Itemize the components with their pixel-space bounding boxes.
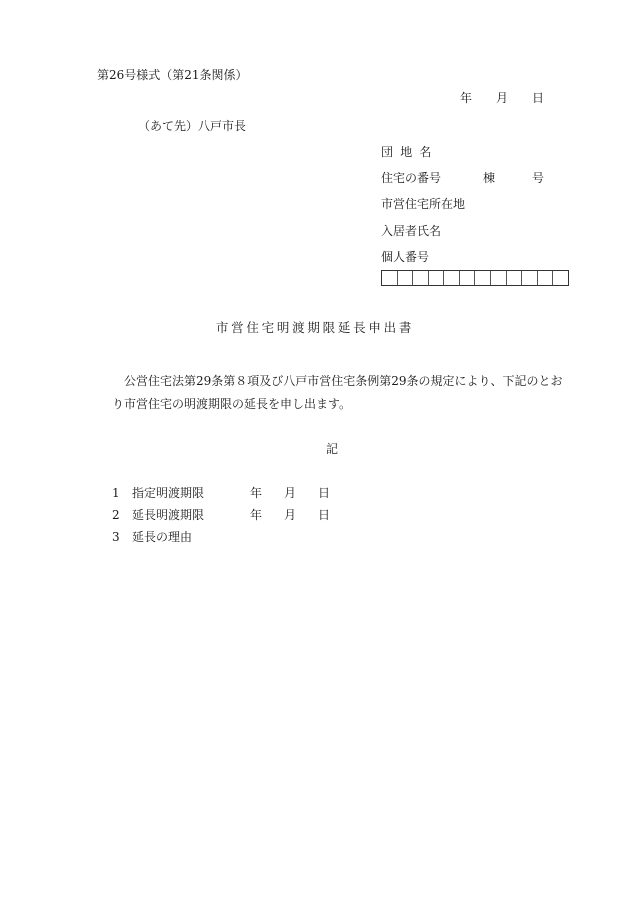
form-number: 第26号様式（第21条関係） bbox=[97, 68, 248, 82]
date-month: 月 bbox=[284, 508, 297, 522]
personal-number-boxes[interactable] bbox=[381, 270, 569, 286]
date-month: 月 bbox=[284, 486, 297, 500]
date-day: 日 bbox=[318, 508, 331, 522]
item-number: 3 bbox=[112, 530, 120, 544]
personal-number-digit-cell[interactable] bbox=[413, 271, 429, 285]
item-designated-deadline bbox=[112, 487, 204, 499]
date-year: 年 bbox=[250, 486, 263, 500]
addressee: （あて先）八戸市長 bbox=[138, 119, 247, 133]
submission-date bbox=[460, 92, 544, 104]
housing-number-label: 住宅の番号 bbox=[381, 171, 442, 185]
personal-number-digit-cell[interactable] bbox=[538, 271, 554, 285]
extended-deadline-date bbox=[250, 509, 330, 521]
document-title: 市営住宅明渡期限延長申出書 bbox=[215, 320, 415, 335]
date-year: 年 bbox=[460, 91, 473, 105]
personal-number-label: 個人番号 bbox=[381, 250, 430, 264]
date-day: 日 bbox=[532, 91, 545, 105]
resident-name-label: 入居者氏名 bbox=[381, 224, 442, 238]
unit-label: 号 bbox=[532, 171, 545, 185]
item-label: 延長明渡期限 bbox=[132, 508, 205, 522]
designated-deadline-date bbox=[250, 487, 330, 499]
personal-number-digit-cell[interactable] bbox=[444, 271, 460, 285]
item-number: 2 bbox=[112, 508, 120, 522]
item-label: 延長の理由 bbox=[132, 530, 193, 544]
personal-number-digit-cell[interactable] bbox=[491, 271, 507, 285]
personal-number-digit-cell[interactable] bbox=[522, 271, 538, 285]
personal-number-digit-cell[interactable] bbox=[460, 271, 476, 285]
personal-number-digit-cell[interactable] bbox=[507, 271, 523, 285]
housing-address-label: 市営住宅所在地 bbox=[381, 197, 466, 211]
item-label: 指定明渡期限 bbox=[132, 486, 205, 500]
personal-number-digit-cell[interactable] bbox=[475, 271, 491, 285]
ki-heading: 記 bbox=[326, 442, 339, 456]
personal-number-digit-cell[interactable] bbox=[398, 271, 414, 285]
date-month: 月 bbox=[496, 91, 509, 105]
item-extension-reason bbox=[112, 531, 192, 543]
personal-number-digit-cell[interactable] bbox=[553, 271, 568, 285]
item-number: 1 bbox=[112, 486, 120, 500]
body-paragraph: 公営住宅法第29条第８項及び八戸市営住宅条例第29条の規定により、下記のとおり市営住宅の明渡期限の延長を申し出ます。 bbox=[112, 374, 563, 411]
date-day: 日 bbox=[318, 486, 331, 500]
item-extended-deadline bbox=[112, 509, 204, 521]
building-label: 棟 bbox=[483, 171, 496, 185]
personal-number-digit-cell[interactable] bbox=[429, 271, 445, 285]
date-year: 年 bbox=[250, 508, 263, 522]
personal-number-digit-cell[interactable] bbox=[382, 271, 398, 285]
danchi-label: 団地名 bbox=[381, 145, 439, 159]
